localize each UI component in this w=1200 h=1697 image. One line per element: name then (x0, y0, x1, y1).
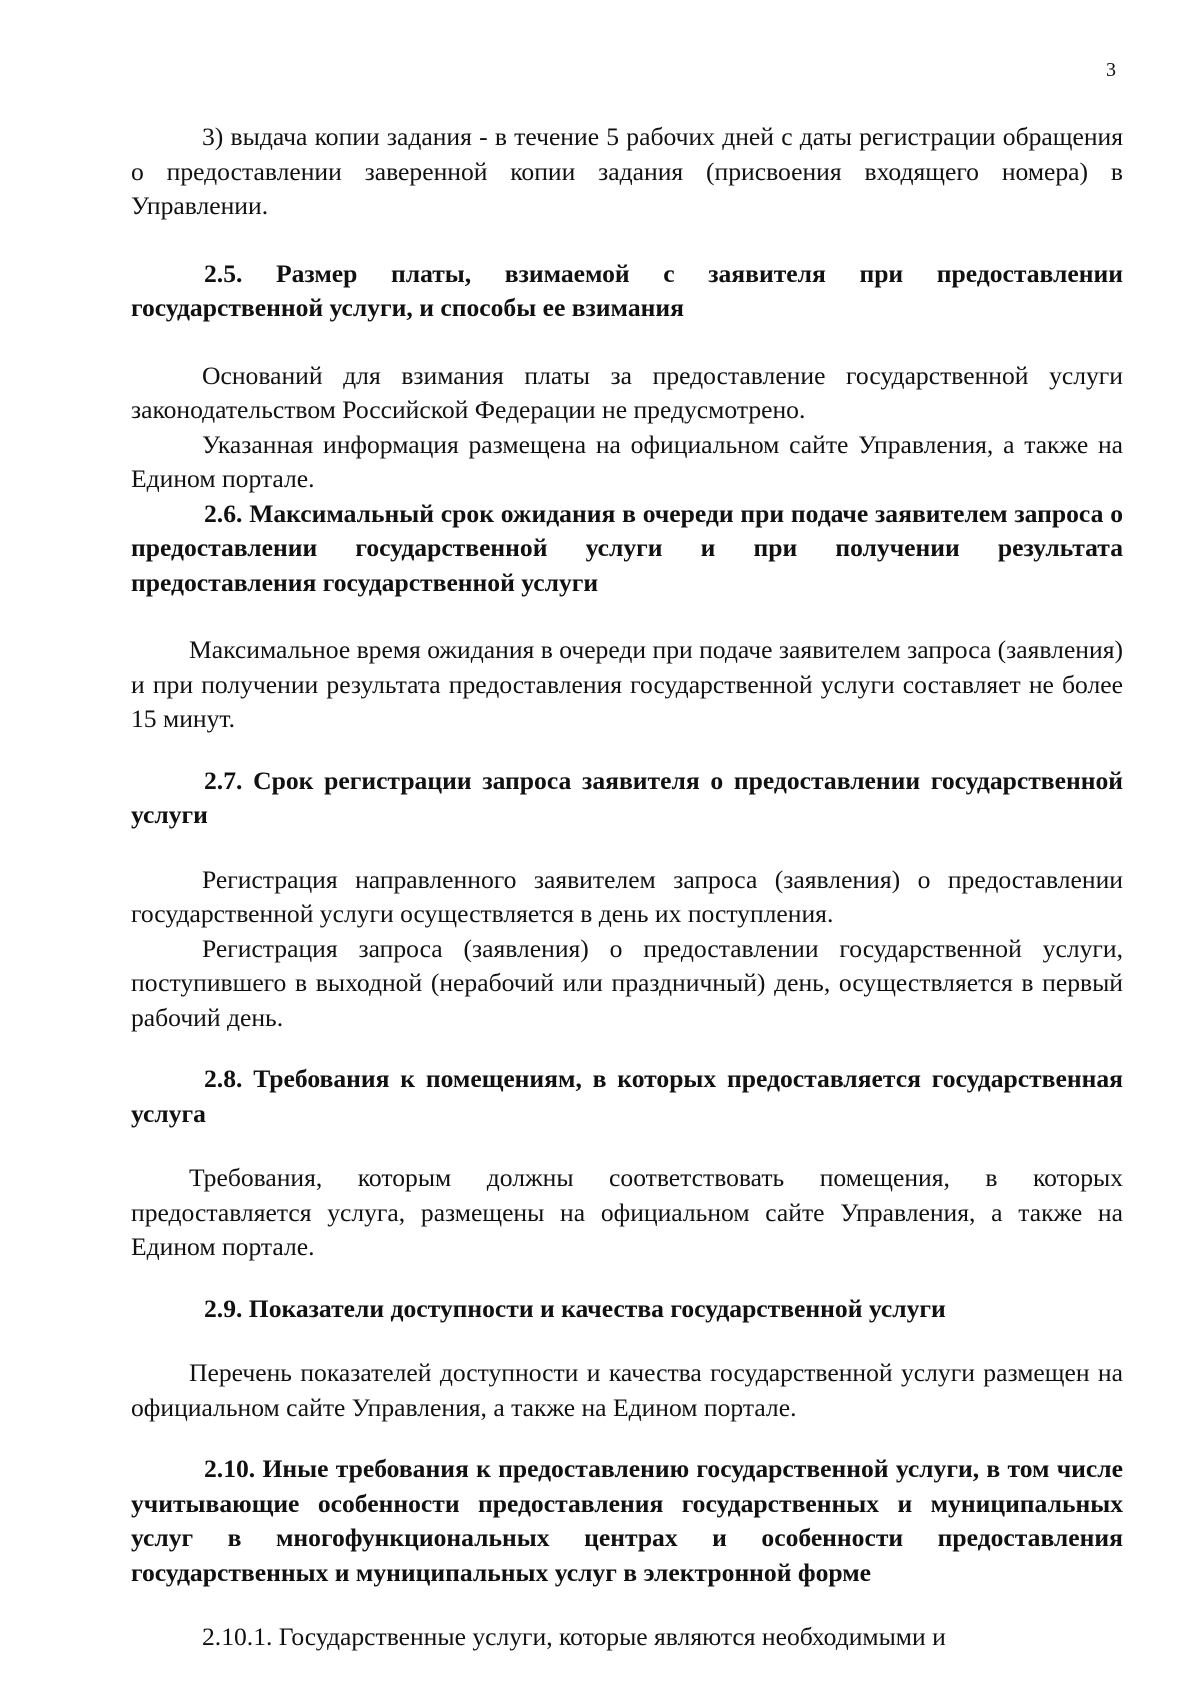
section-heading-2-6: 2.6. Максимальный срок ожидания в очереди при подаче заявителем запроса о предоставлении государственной услуги и при получении результата предоставления государственной услуги (131, 498, 1123, 597)
section-heading-2-7: 2.7. Срок регистрации запроса заявителя о предоставлении государственной услуги (131, 765, 1123, 829)
paragraph-2-10-1: 2.10.1. Государственные услуги, которые являются необходимыми и (202, 1622, 946, 1651)
document-body (131, 120, 1123, 1655)
page-number: 3 (1106, 59, 1116, 81)
paragraph-2-9: Перечень показателей доступности и качества государственной услуги размещен на официальном сайте Управления, а также на Едином портале. (131, 1358, 1123, 1422)
spacer (131, 1590, 1123, 1620)
paragraph-2-8: Требования, которым должны соответствовать помещения, в которых предоставляется услуга, размещены на официальном сайте Управления, а также на Едином портале. (131, 1163, 1123, 1261)
spacer (131, 737, 1123, 764)
spacer (131, 1131, 1123, 1161)
section-heading-2-9: 2.9. Показатели доступности и качества государственной услуги (204, 1293, 946, 1323)
paragraph-item-3: 3) выдача копии задания - в течение 5 рабочих дней с даты регистрации обращения о предоставлении заверенной копии задания (присвоения входящего номера) в Управлении. (131, 122, 1123, 220)
paragraph-2-7-holiday: Регистрация запроса (заявления) о предоставлении государственной услуги, поступившего в выходной (нерабочий или праздничный) день, осуществляется в первый рабочий день. (131, 933, 1123, 1032)
spacer (131, 326, 1123, 359)
spacer (131, 1035, 1123, 1062)
paragraph-2-7-registration: Регистрация направленного заявителем запроса (заявления) о предоставлении государственной услуги осуществляется в день их поступления. (131, 864, 1123, 928)
section-heading-2-5: 2.5. Размер платы, взимаемой с заявителя при предоставлении государственной услуги, и способы ее взимания (131, 258, 1123, 322)
spacer (131, 1425, 1123, 1452)
paragraph-2-6: Максимальное время ожидания в очереди при подаче заявителем запроса (заявления) и при получении результата предоставления государственной услуги составляет не более 15 минут. (131, 635, 1123, 733)
section-heading-2-10: 2.10. Иные требования к предоставлению государственной услуги, в том числе учитывающие особенности предоставления государственных и муниципальных услуг в многофункциональных центрах и особенности предоставления государственных и муниципальных услуг в электронной форме (131, 1454, 1123, 1587)
spacer (131, 833, 1123, 863)
section-heading-2-8: 2.8. Требования к помещениям, в которых предоставляется государственная услуга (131, 1064, 1123, 1128)
spacer (131, 600, 1123, 633)
spacer (131, 1265, 1123, 1292)
spacer (131, 224, 1123, 257)
paragraph-2-5-info: Указанная информация размещена на официальном сайте Управления, а также на Едином портале. (131, 429, 1123, 493)
paragraph-2-5-fee: Оснований для взимания платы за предоставление государственной услуги законодательством Российской Федерации не предусмотрено. (131, 360, 1123, 424)
spacer (131, 1326, 1123, 1356)
